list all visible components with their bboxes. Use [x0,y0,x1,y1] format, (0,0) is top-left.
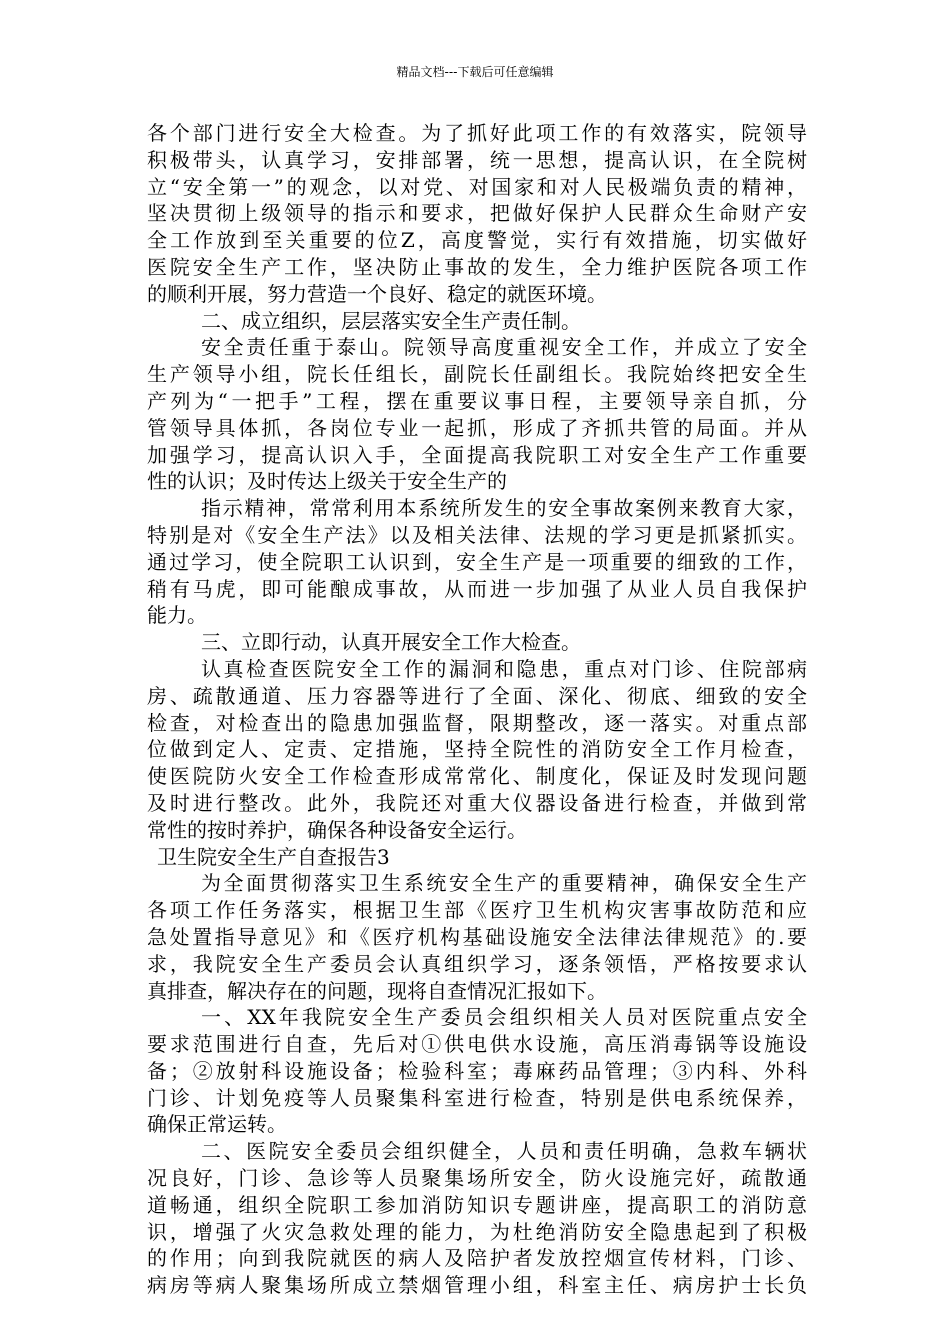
section-heading: 三、立即行动，认真开展安全工作大检查。 [201,630,581,655]
text-line: 的顺利开展，努力营造一个良好、稳定的就医环境。 [147,281,607,306]
text-line: 立“安全第一”的观念，以对党、对国家和对人民极端负责的精神， [147,174,807,199]
text-line: 况良好，门诊、急诊等人员聚集场所安全，防火设施完好，疏散通 [147,1166,807,1191]
text-line: 识，增强了火灾急救处理的能力，为杜绝消防安全隐患起到了积极 [147,1219,807,1244]
text-line: 门诊、计划免疫等人员聚集科室进行检查，特别是供电系统保养， [147,1085,807,1110]
report-title: 卫生院安全生产自查报告3 [157,844,390,869]
text-line: 及时进行整改。此外，我院还对重大仪器设备进行检查，并做到常 [147,790,807,815]
text-line: 通过学习，使全院职工认识到，安全生产是一项重要的细致的工作， [147,549,807,574]
text-line: 二、医院安全委员会组织健全，人员和责任明确，急救车辆状 [201,1139,807,1164]
text-line: 房、疏散通道、压力容器等进行了全面、深化、彻底、细致的安全 [147,683,807,708]
text-line: 使医院防火安全工作检查形成常常化、制度化，保证及时发现问题 [147,764,807,789]
text-line: 管领导具体抓，各岗位专业一起抓，形成了齐抓共管的局面。并从 [147,415,807,440]
text-line: 特别是对《安全生产法》以及相关法律、法规的学习更是抓紧抓实。 [147,522,807,547]
text-line: 一、XX年我院安全生产委员会组织相关人员对医院重点安全 [201,1005,807,1030]
text-line: 备；②放射科设施设备；检验科室；毒麻药品管理；③内科、外科 [147,1058,807,1083]
text-line: 各项工作任务落实，根据卫生部《医疗卫生机构灾害事故防范和应 [147,898,807,923]
section-heading: 二、成立组织，层层落实安全生产责任制。 [201,308,581,333]
text-line: 能力。 [147,603,207,628]
text-line: 的作用；向到我院就医的病人及陪护者发放控烟宣传材料，门诊、 [147,1246,807,1271]
text-line: 急处置指导意见》和《医疗机构基础设施安全法律法律规范》的.要 [147,924,807,949]
text-line: 病房等病人聚集场所成立禁烟管理小组，科室主任、病房护士长负 [147,1273,807,1298]
text-line: 真排查，解决存在的问题，现将自查情况汇报如下。 [147,978,607,1003]
text-line: 稍有马虎，即可能酿成事故，从而进一步加强了从业人员自我保护 [147,576,807,601]
text-line: 为全面贯彻落实卫生系统安全生产的重要精神，确保安全生产 [201,871,807,896]
text-line: 确保正常运转。 [147,1112,287,1137]
text-line: 加强学习，提高认识入手，全面提高我院职工对安全生产工作重要 [147,442,807,467]
text-line: 积极带头，认真学习，安排部署，统一思想，提高认识，在全院树 [147,147,807,172]
text-line: 求，我院安全生产委员会认真组织学习，逐条领悟，严格按要求认 [147,951,807,976]
text-line: 产列为“一把手”工程，摆在重要议事日程，主要领导亲自抓，分 [147,388,807,413]
text-line: 指示精神，常常利用本系统所发生的安全事故案例来教育大家， [201,496,807,521]
document-body [147,120,807,1299]
text-line: 坚决贯彻上级领导的指示和要求，把做好保护人民群众生命财产安 [147,201,807,226]
text-line: 性的认识；及时传达上级关于安全生产的 [147,469,507,494]
text-line: 检查，对检查出的隐患加强监督，限期整改，逐一落实。对重点部 [147,710,807,735]
text-line: 常性的按时养护，确保各种设备安全运行。 [147,817,527,842]
text-line: 各个部门进行安全大检查。为了抓好此项工作的有效落实，院领导 [147,121,807,145]
text-line: 生产领导小组，院长任组长，副院长任副组长。我院始终把安全生 [147,362,807,387]
text-line: 认真检查医院安全工作的漏洞和隐患，重点对门诊、住院部病 [201,656,807,681]
text-line: 全工作放到至关重要的位Z，高度警觉，实行有效措施，切实做好 [147,228,807,253]
page-header: 精品文档---下载后可任意编辑 [396,65,554,79]
text-line: 要求范围进行自查，先后对①供电供水设施，高压消毒锅等设施设 [147,1032,807,1057]
text-line: 位做到定人、定责、定措施，坚持全院性的消防安全工作月检查， [147,737,807,762]
text-line: 医院安全生产工作，坚决防止事故的发生，全力维护医院各项工作 [147,254,807,279]
text-line: 道畅通，组织全院职工参加消防知识专题讲座，提高职工的消防意 [147,1192,807,1217]
text-line: 安全责任重于泰山。院领导高度重视安全工作，并成立了安全 [201,335,807,360]
